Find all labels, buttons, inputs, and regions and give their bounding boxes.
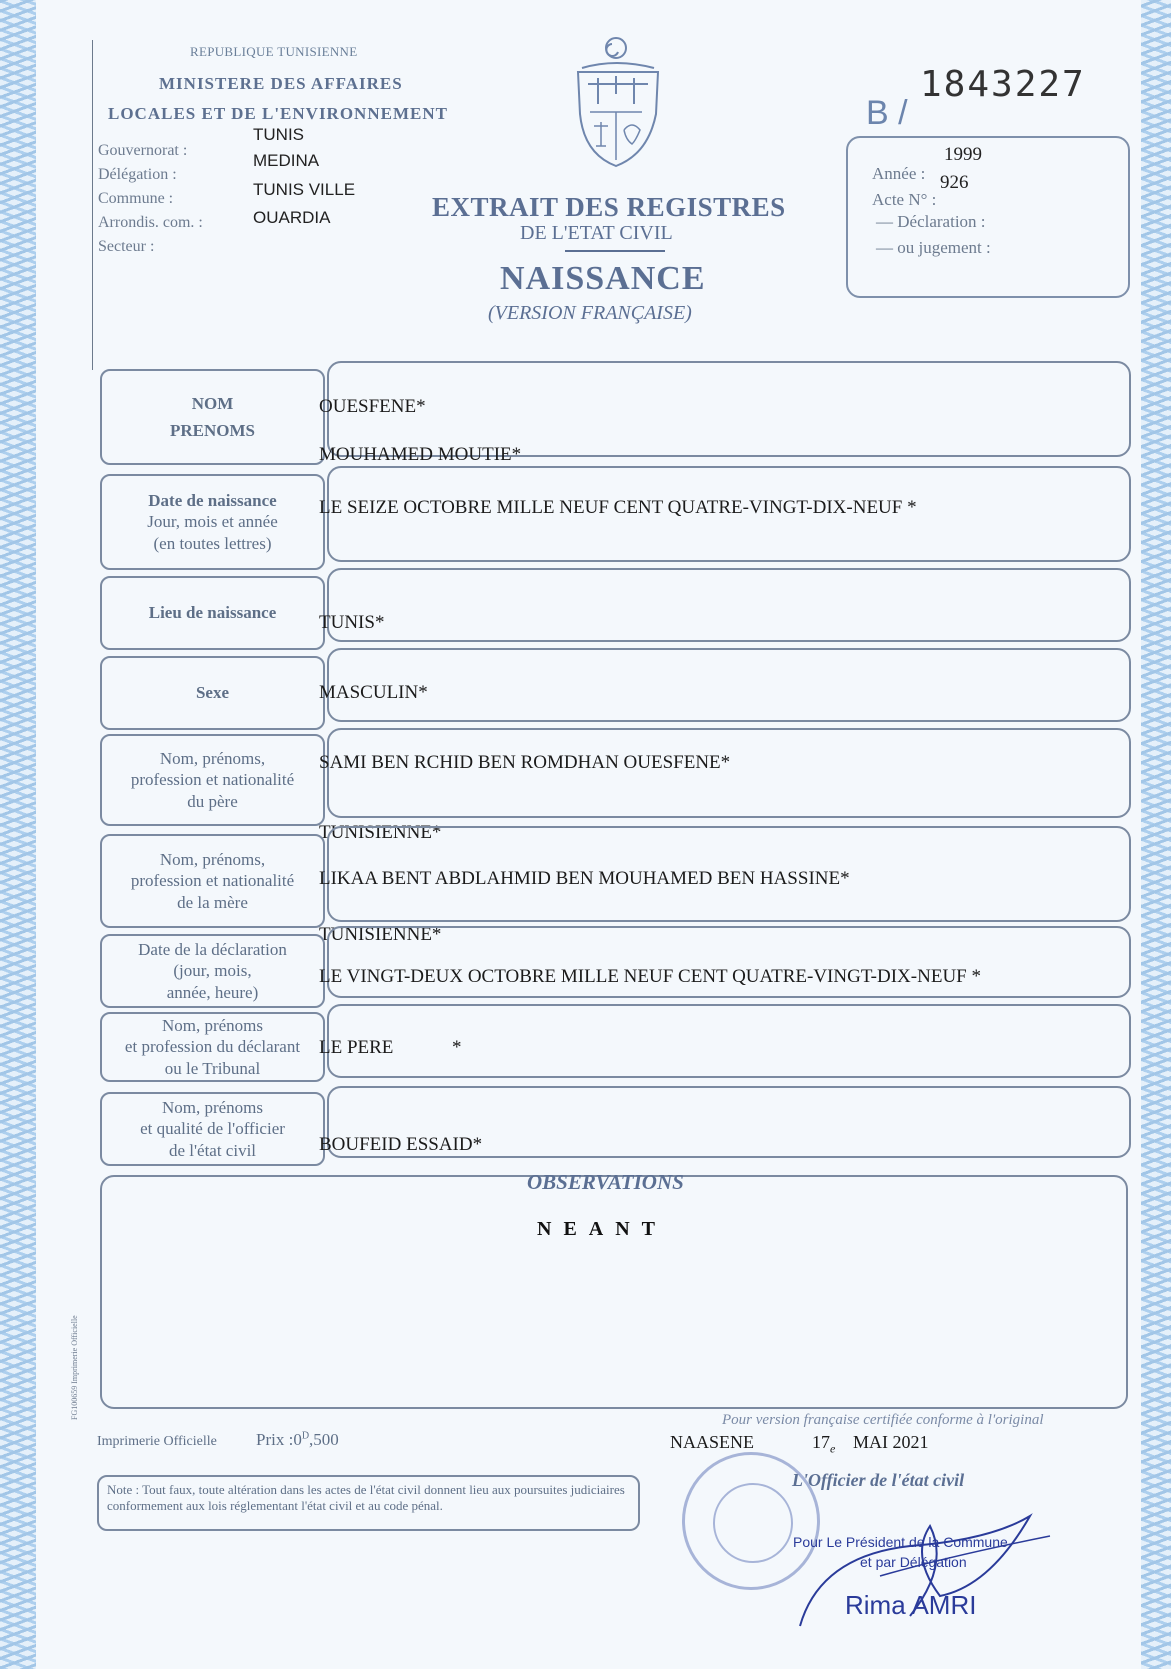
sexe-value: MASCULIN* <box>319 682 428 703</box>
signature-line2: et par Délégation <box>860 1554 967 1570</box>
gouvernorat-label: Gouvernorat : <box>98 142 188 159</box>
document-type-title: NAISSANCE <box>500 260 706 297</box>
date-naissance-sublabel: Jour, mois et année <box>147 512 278 532</box>
observations-box <box>100 1175 1128 1409</box>
delegation-label: Délégation : <box>98 166 177 183</box>
side-print-code-container <box>70 1270 86 1420</box>
commune-label: Commune : <box>98 190 174 207</box>
acte-number-value: 926 <box>940 172 969 193</box>
nom-label: NOM <box>191 393 234 413</box>
mere-nationality-value: TUNISIENNE* <box>319 924 442 945</box>
ministry-heading-line2: LOCALES ET DE L'ENVIRONNEMENT <box>108 104 448 123</box>
officier-label-line1: Nom, prénoms <box>161 1098 264 1118</box>
declaration-date-label-line3: année, heure) <box>166 982 259 1002</box>
date-day-number: 17 <box>812 1432 830 1452</box>
pere-label-line2: profession et nationalité <box>130 770 295 790</box>
lieu-naissance-label-cell <box>100 576 325 650</box>
secteur-label: Secteur : <box>98 238 155 255</box>
delegation-value: MEDINA <box>253 151 320 170</box>
declarant-label-line1: Nom, prénoms <box>161 1016 264 1036</box>
declarant-label-line2: et profession du déclarant <box>124 1037 301 1057</box>
prenoms-label: PRENOMS <box>170 421 255 440</box>
mere-label-line2: profession et nationalité <box>130 871 295 891</box>
serial-number: 1843227 <box>920 64 1086 105</box>
signature-line1: Pour Le Président de la Commune <box>793 1534 1008 1550</box>
pere-nationality-value: TUNISIENNE* <box>319 822 442 843</box>
declaration-date-value: LE VINGT-DEUX OCTOBRE MILLE NEUF CENT QUATRE-VINGT-DIX-NEUF * <box>319 966 981 987</box>
arrondissement-label: Arrondis. com. : <box>98 214 203 231</box>
officer-title: L'Officier de l'état civil <box>792 1470 965 1490</box>
declarant-star: * <box>452 1037 462 1058</box>
extract-title: EXTRAIT DES REGISTRES <box>432 192 786 222</box>
acte-number-label: Acte N° : <box>872 190 937 209</box>
officier-value: BOUFEID ESSAID* <box>319 1134 483 1155</box>
serial-prefix: B / <box>866 94 908 132</box>
ministry-heading-line1: MINISTERE DES AFFAIRES <box>159 74 403 93</box>
version-label: (VERSION FRANÇAISE) <box>488 302 692 324</box>
legal-note-box <box>97 1475 640 1531</box>
pere-label-cell <box>100 734 325 826</box>
mere-label-line1: Nom, prénoms, <box>159 850 266 870</box>
price-label: Prix : <box>256 1430 294 1449</box>
stamp-emblem-ring <box>713 1483 793 1563</box>
price <box>256 1430 339 1450</box>
declarant-label-cell <box>100 1012 325 1082</box>
nom-prenoms-value-cell <box>327 361 1131 457</box>
extract-subtitle: DE L'ETAT CIVIL <box>520 222 673 244</box>
title-divider <box>565 250 665 252</box>
certified-statement: Pour version française certifiée conforme à l'original <box>722 1412 1044 1428</box>
annee-value: 1999 <box>944 144 982 165</box>
price-rest: ,500 <box>309 1430 339 1449</box>
lieu-naissance-value: TUNIS* <box>319 612 385 633</box>
declaration-date-label-line1: Date de la déclaration <box>138 940 287 960</box>
declarant-value: LE PERE <box>319 1037 394 1058</box>
mere-name-value: LIKAA BENT ABDLAHMID BEN MOUHAMED BEN HASSINE* <box>319 868 850 889</box>
date-naissance-label-cell <box>100 474 325 570</box>
pere-label-line3: du père <box>187 791 238 811</box>
price-unit: D <box>301 1430 310 1442</box>
annee-label: Année : <box>872 164 926 183</box>
date-day-suffix: e <box>830 1441 836 1456</box>
declaration-date-label-cell <box>100 934 325 1008</box>
nom-prenoms-label-cell <box>100 369 325 465</box>
header-vertical-rule <box>92 40 93 370</box>
pere-label-line1: Nom, prénoms, <box>159 749 266 769</box>
date-naissance-value: LE SEIZE OCTOBRE MILLE NEUF CENT QUATRE-VINGT-DIX-NEUF * <box>319 497 917 518</box>
nom-value: OUESFENE* <box>319 396 426 417</box>
signature-name: Rima AMRI <box>845 1590 977 1620</box>
mere-label-cell <box>100 834 325 928</box>
declarant-label-line3: ou le Tribunal <box>164 1058 261 1078</box>
observations-value: NEANT <box>537 1218 668 1240</box>
date-naissance-label: Date de naissance <box>148 491 277 511</box>
price-value: 0 <box>293 1430 302 1449</box>
pere-name-value: SAMI BEN RCHID BEN ROMDHAN OUESFENE* <box>319 752 731 773</box>
date-day <box>812 1432 835 1457</box>
place-value: NAASENE <box>670 1432 754 1452</box>
observations-title: OBSERVATIONS <box>527 1170 684 1194</box>
sexe-value-cell <box>327 648 1131 722</box>
printer-name: Imprimerie Officielle <box>97 1434 217 1449</box>
date-month-year: MAI 2021 <box>853 1432 929 1452</box>
mere-label-line3: de la mère <box>177 892 248 912</box>
gouvernorat-value: TUNIS <box>253 125 304 144</box>
republic-heading: REPUBLIQUE TUNISIENNE <box>190 44 358 59</box>
coat-of-arms-emblem <box>568 34 668 174</box>
commune-value: TUNIS VILLE <box>253 180 356 199</box>
jugement-type-label: — ou jugement : <box>876 238 991 257</box>
officier-label-line3: de l'état civil <box>168 1140 257 1160</box>
sexe-label-cell <box>100 656 325 730</box>
lieu-naissance-value-cell <box>327 568 1131 642</box>
declarant-value-cell <box>327 1004 1131 1078</box>
side-print-code: FG100659 Imprimerie Officielle <box>70 1315 79 1420</box>
sexe-label: Sexe <box>195 683 230 703</box>
prenoms-value: MOUHAMED MOUTIE* <box>319 444 522 465</box>
lieu-naissance-label: Lieu de naissance <box>148 603 277 623</box>
legal-note-text: Note : Tout faux, toute altération dans les actes de l'état civil donnent lieu aux poursuites judiciaires conformement aux lois réglementant l'état civil et au code pénal. <box>107 1482 625 1513</box>
arrondissement-value: OUARDIA <box>253 208 331 227</box>
declaration-date-label-line2: (jour, mois, <box>173 961 252 981</box>
declaration-type-label: — Déclaration : <box>876 212 986 231</box>
officier-label-cell <box>100 1092 325 1166</box>
date-naissance-sublabel2: (en toutes lettres) <box>153 533 272 553</box>
officier-label-line2: et qualité de l'officier <box>140 1119 285 1139</box>
